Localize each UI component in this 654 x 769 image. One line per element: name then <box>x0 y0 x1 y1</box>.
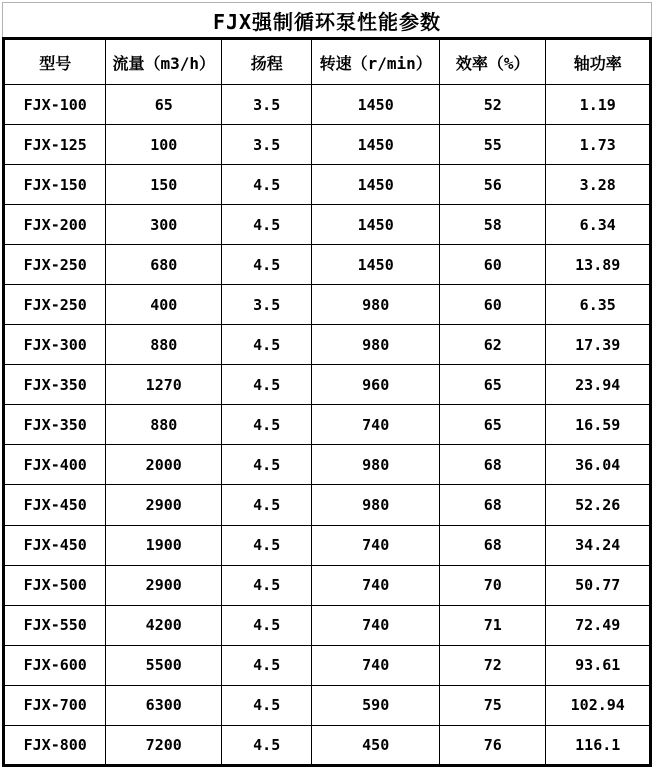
cell-shaft-power: 17.39 <box>546 325 651 365</box>
cell-flow-rate: 880 <box>106 405 222 445</box>
header-cell-speed: 转速（r/min） <box>312 39 440 85</box>
cell-speed: 740 <box>312 565 440 605</box>
cell-efficiency: 76 <box>439 725 545 765</box>
table-row <box>4 365 651 405</box>
cell-shaft-power: 52.26 <box>546 485 651 525</box>
cell-efficiency: 75 <box>439 685 545 725</box>
cell-model: FJX-300 <box>4 325 106 365</box>
cell-efficiency: 68 <box>439 445 545 485</box>
cell-shaft-power: 23.94 <box>546 365 651 405</box>
cell-head: 4.5 <box>222 565 312 605</box>
cell-speed: 740 <box>312 405 440 445</box>
table-title-box <box>2 2 652 37</box>
cell-flow-rate: 400 <box>106 285 222 325</box>
cell-shaft-power: 6.35 <box>546 285 651 325</box>
cell-speed: 590 <box>312 685 440 725</box>
cell-efficiency: 71 <box>439 605 545 645</box>
cell-speed: 1450 <box>312 85 440 125</box>
cell-flow-rate: 5500 <box>106 645 222 685</box>
cell-flow-rate: 7200 <box>106 725 222 765</box>
cell-speed: 740 <box>312 605 440 645</box>
cell-flow-rate: 4200 <box>106 605 222 645</box>
cell-efficiency: 68 <box>439 485 545 525</box>
cell-head: 3.5 <box>222 125 312 165</box>
table-row <box>4 85 651 125</box>
cell-shaft-power: 93.61 <box>546 645 651 685</box>
table-row <box>4 645 651 685</box>
cell-model: FJX-250 <box>4 245 106 285</box>
cell-head: 3.5 <box>222 285 312 325</box>
cell-head: 4.5 <box>222 445 312 485</box>
cell-flow-rate: 680 <box>106 245 222 285</box>
cell-model: FJX-125 <box>4 125 106 165</box>
cell-shaft-power: 16.59 <box>546 405 651 445</box>
cell-speed: 980 <box>312 485 440 525</box>
table-row <box>4 325 651 365</box>
cell-speed: 960 <box>312 365 440 405</box>
cell-flow-rate: 2900 <box>106 485 222 525</box>
table-row <box>4 725 651 765</box>
performance-table <box>2 37 652 767</box>
cell-speed: 1450 <box>312 205 440 245</box>
cell-shaft-power: 13.89 <box>546 245 651 285</box>
cell-head: 4.5 <box>222 685 312 725</box>
cell-model: FJX-100 <box>4 85 106 125</box>
header-cell-head: 扬程 <box>222 39 312 85</box>
cell-model: FJX-150 <box>4 165 106 205</box>
cell-speed: 450 <box>312 725 440 765</box>
table-row <box>4 245 651 285</box>
table-row <box>4 405 651 445</box>
cell-head: 4.5 <box>222 365 312 405</box>
cell-speed: 1450 <box>312 125 440 165</box>
table-row <box>4 445 651 485</box>
cell-head: 4.5 <box>222 605 312 645</box>
cell-shaft-power: 3.28 <box>546 165 651 205</box>
cell-shaft-power: 1.73 <box>546 125 651 165</box>
cell-speed: 1450 <box>312 245 440 285</box>
cell-shaft-power: 50.77 <box>546 565 651 605</box>
cell-flow-rate: 880 <box>106 325 222 365</box>
table-row <box>4 125 651 165</box>
cell-model: FJX-350 <box>4 365 106 405</box>
cell-speed: 740 <box>312 645 440 685</box>
header-cell-model: 型号 <box>4 39 106 85</box>
cell-speed: 980 <box>312 325 440 365</box>
cell-model: FJX-250 <box>4 285 106 325</box>
cell-flow-rate: 65 <box>106 85 222 125</box>
cell-efficiency: 70 <box>439 565 545 605</box>
table-row <box>4 685 651 725</box>
cell-efficiency: 72 <box>439 645 545 685</box>
cell-head: 4.5 <box>222 525 312 565</box>
cell-model: FJX-700 <box>4 685 106 725</box>
cell-model: FJX-450 <box>4 525 106 565</box>
cell-model: FJX-400 <box>4 445 106 485</box>
cell-flow-rate: 1900 <box>106 525 222 565</box>
header-row <box>4 39 651 85</box>
cell-speed: 980 <box>312 445 440 485</box>
cell-model: FJX-450 <box>4 485 106 525</box>
cell-flow-rate: 2000 <box>106 445 222 485</box>
cell-flow-rate: 6300 <box>106 685 222 725</box>
cell-speed: 980 <box>312 285 440 325</box>
cell-head: 4.5 <box>222 205 312 245</box>
cell-efficiency: 65 <box>439 365 545 405</box>
cell-efficiency: 65 <box>439 405 545 445</box>
cell-model: FJX-600 <box>4 645 106 685</box>
cell-model: FJX-800 <box>4 725 106 765</box>
cell-head: 3.5 <box>222 85 312 125</box>
cell-shaft-power: 116.1 <box>546 725 651 765</box>
cell-model: FJX-200 <box>4 205 106 245</box>
cell-flow-rate: 2900 <box>106 565 222 605</box>
cell-speed: 1450 <box>312 165 440 205</box>
header-cell-efficiency: 效率（%） <box>439 39 545 85</box>
cell-shaft-power: 36.04 <box>546 445 651 485</box>
cell-head: 4.5 <box>222 165 312 205</box>
cell-head: 4.5 <box>222 725 312 765</box>
cell-shaft-power: 1.19 <box>546 85 651 125</box>
cell-efficiency: 60 <box>439 285 545 325</box>
cell-head: 4.5 <box>222 405 312 445</box>
cell-shaft-power: 34.24 <box>546 525 651 565</box>
table-row <box>4 525 651 565</box>
table-row <box>4 485 651 525</box>
cell-shaft-power: 6.34 <box>546 205 651 245</box>
cell-efficiency: 55 <box>439 125 545 165</box>
cell-head: 4.5 <box>222 245 312 285</box>
cell-efficiency: 62 <box>439 325 545 365</box>
cell-head: 4.5 <box>222 485 312 525</box>
cell-efficiency: 68 <box>439 525 545 565</box>
cell-shaft-power: 102.94 <box>546 685 651 725</box>
table-row <box>4 205 651 245</box>
cell-flow-rate: 1270 <box>106 365 222 405</box>
cell-head: 4.5 <box>222 645 312 685</box>
cell-head: 4.5 <box>222 325 312 365</box>
header-cell-shaft-power: 轴功率 <box>546 39 651 85</box>
cell-efficiency: 56 <box>439 165 545 205</box>
cell-efficiency: 58 <box>439 205 545 245</box>
header-cell-flow-rate: 流量（m3/h） <box>106 39 222 85</box>
cell-model: FJX-550 <box>4 605 106 645</box>
cell-model: FJX-350 <box>4 405 106 445</box>
table-row <box>4 605 651 645</box>
cell-model: FJX-500 <box>4 565 106 605</box>
cell-speed: 740 <box>312 525 440 565</box>
cell-flow-rate: 100 <box>106 125 222 165</box>
table-row <box>4 565 651 605</box>
cell-shaft-power: 72.49 <box>546 605 651 645</box>
cell-efficiency: 52 <box>439 85 545 125</box>
cell-flow-rate: 150 <box>106 165 222 205</box>
table-row <box>4 165 651 205</box>
cell-efficiency: 60 <box>439 245 545 285</box>
table-row <box>4 285 651 325</box>
cell-flow-rate: 300 <box>106 205 222 245</box>
table-title: FJX强制循环泵性能参数 <box>212 9 442 34</box>
